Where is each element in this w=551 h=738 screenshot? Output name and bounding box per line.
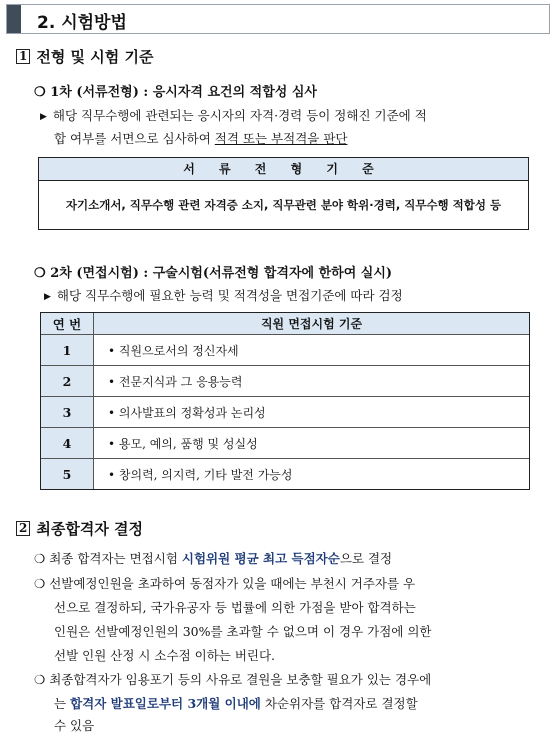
document-criteria-header: 서 류 전 형 기 준 xyxy=(39,158,528,181)
circle-bullet-icon: ❍ xyxy=(34,266,46,281)
circle-bullet-icon: ❍ xyxy=(34,85,46,100)
table-row xyxy=(41,365,529,396)
p1-text-c: 으로 결정 xyxy=(339,551,393,566)
interview-criteria-table xyxy=(40,312,530,490)
stage2-desc-text: 해당 직무수행에 필요한 능력 및 적격성을 면접기준에 따라 검정 xyxy=(56,288,403,303)
stage1-desc-line1-text: 해당 직무수행에 관련되는 응시자의 자격·경력 등이 정해진 기준에 적 xyxy=(52,108,427,123)
triangle-right-icon: ▶ xyxy=(40,112,47,122)
p3-line2-c: 차순위자를 합격자로 결정할 xyxy=(260,696,418,711)
row-criteria: • 의사발표의 정확성과 논리성 xyxy=(108,405,266,420)
p3-line2-bold: 합격자 발표일로부터 3개월 이내에 xyxy=(70,696,261,711)
stage1-heading xyxy=(34,81,317,100)
row-criteria: • 직원으로서의 정신자세 xyxy=(108,343,239,358)
row-num: 2 xyxy=(41,366,94,396)
stage2-title: 2차 (면접시험) : 구술시험(서류전형 합격자에 한하여 실시) xyxy=(50,266,393,281)
page-title: 2. 시험방법 xyxy=(37,13,127,33)
document-criteria-body: 자기소개서, 직무수행 관련 자격증 소지, 직무관련 분야 학위·경력, 직무수행 적합성 등 xyxy=(65,198,502,212)
row-num: 5 xyxy=(41,459,94,489)
result-paragraph-2-line4: 선발 인원 산정 시 소수점 이하는 버린다. xyxy=(54,648,276,663)
stage1-desc-underlined: 적격 또는 부적격을 판단 xyxy=(214,131,348,146)
p3-line2-a: 는 xyxy=(54,696,71,711)
section2-number: 2 xyxy=(16,521,30,536)
p2-line1: 선발예정인원을 초과하여 동점자가 있을 때에는 부천시 거주자를 우 xyxy=(49,576,416,591)
row-num: 3 xyxy=(41,397,94,427)
row-criteria: • 전문지식과 그 응용능력 xyxy=(108,374,243,389)
result-paragraph-2-line1 xyxy=(34,574,415,592)
table-row xyxy=(41,427,529,458)
table-header-row xyxy=(41,313,529,334)
p1-text-a: 최종 합격자는 면접시험 xyxy=(49,551,182,566)
stage1-desc-line1 xyxy=(40,106,427,124)
row-criteria: • 용모, 예의, 품행 및 성실성 xyxy=(108,436,258,451)
row-num: 4 xyxy=(41,428,94,458)
result-paragraph-3-line2 xyxy=(54,694,418,712)
section2-title xyxy=(16,518,143,539)
result-paragraph-2-line2: 선으로 결정하되, 국가유공자 등 법률에 의한 가점을 받아 합격하는 xyxy=(54,600,416,615)
result-paragraph-3-line3: 수 있음 xyxy=(54,718,95,733)
p1-text-bold: 시험위원 평균 최고 득점자순 xyxy=(181,551,340,566)
stage1-title: 1차 (서류전형) : 응시자격 요건의 적합성 심사 xyxy=(50,85,317,100)
document-criteria-table xyxy=(38,157,529,230)
row-criteria: • 창의력, 의지력, 기타 발전 가능성 xyxy=(108,467,293,482)
section1-number: 1 xyxy=(16,49,30,64)
header-bar xyxy=(7,5,21,33)
stage2-heading xyxy=(34,262,392,281)
col-header-num: 연 번 xyxy=(41,313,94,334)
col-header-criteria: 직원 면접시험 기준 xyxy=(94,313,529,334)
section1-title-text: 전형 및 시험 기준 xyxy=(36,48,154,66)
table-row xyxy=(41,396,529,427)
table-row xyxy=(41,334,529,365)
stage1-desc-line2 xyxy=(54,129,347,147)
result-paragraph-1 xyxy=(34,549,392,567)
result-paragraph-3-line1 xyxy=(34,670,431,688)
triangle-right-icon: ▶ xyxy=(44,292,51,302)
circle-bullet-icon: ❍ xyxy=(34,672,46,687)
circle-bullet-icon: ❍ xyxy=(34,551,46,566)
table-row xyxy=(41,458,529,489)
section1-title xyxy=(16,46,153,67)
section-header xyxy=(6,4,550,34)
section2-title-text: 최종합격자 결정 xyxy=(36,520,144,538)
stage1-desc-line2-text: 합 여부를 서면으로 심사하여 xyxy=(54,131,215,146)
circle-bullet-icon: ❍ xyxy=(34,576,46,591)
stage2-desc xyxy=(44,286,403,304)
row-num: 1 xyxy=(41,335,94,365)
result-paragraph-2-line3: 인원은 선발예정인원의 30%를 초과할 수 없으며 이 경우 가점에 의한 xyxy=(54,624,432,639)
p3-line1: 최종합격자가 임용포기 등의 사유로 결원을 보충할 필요가 있는 경우에 xyxy=(49,672,432,687)
